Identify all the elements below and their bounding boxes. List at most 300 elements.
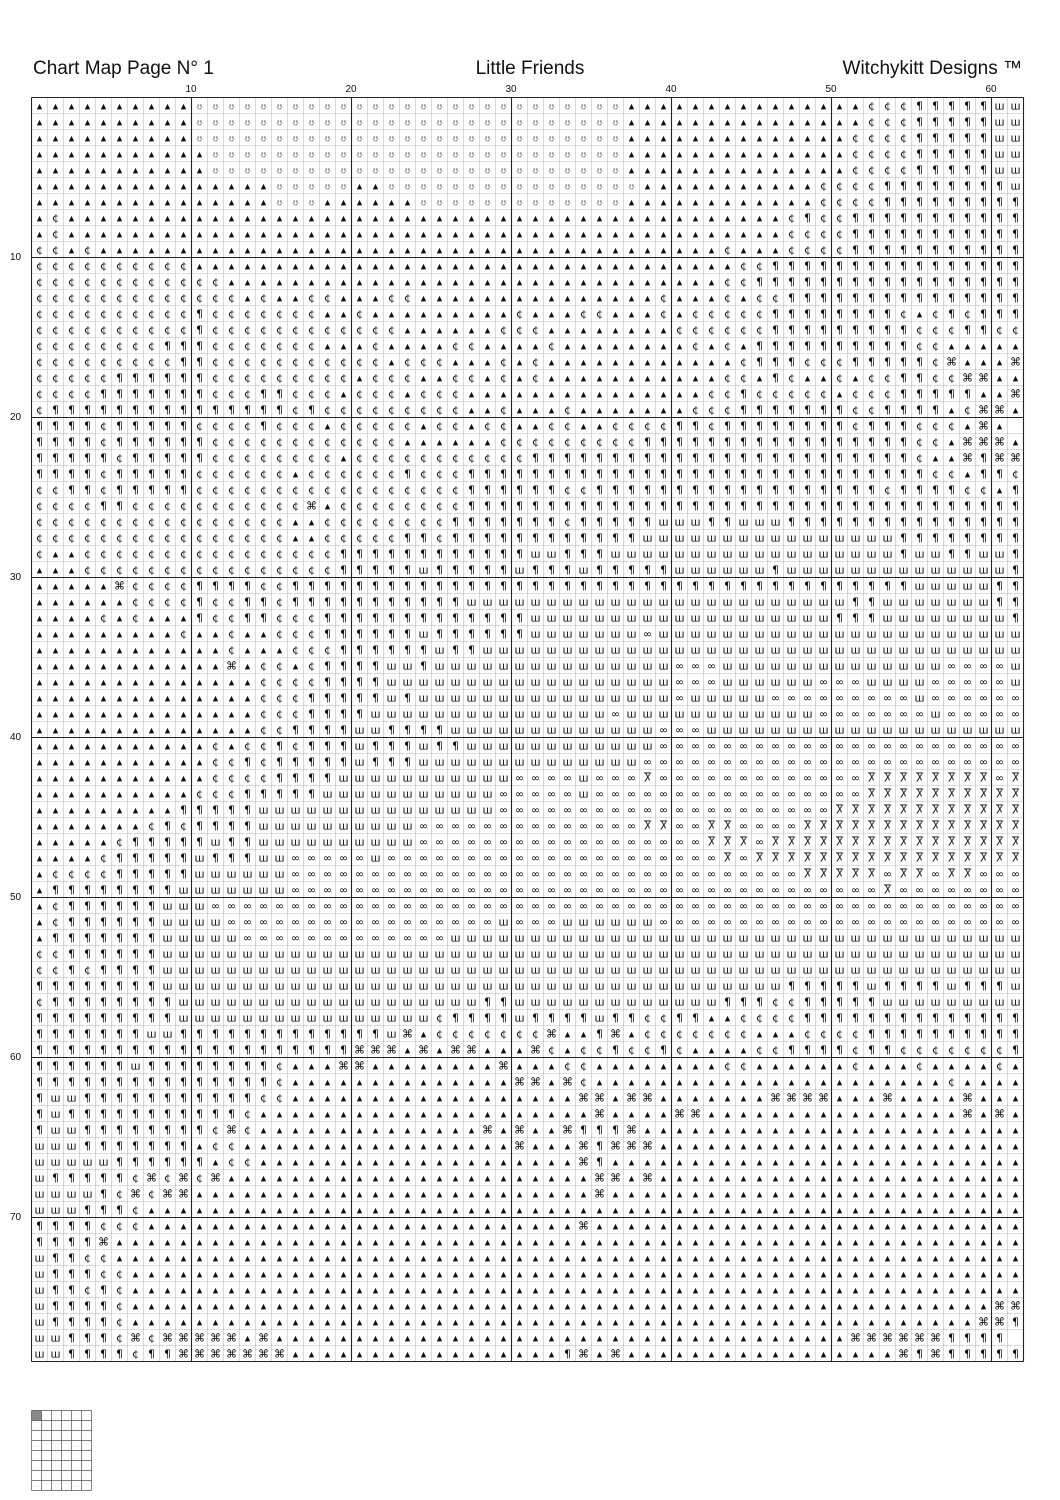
stitch-symbol: ʊ (532, 102, 539, 113)
stitch-symbol: ¶ (820, 1011, 827, 1025)
stitch-symbol: ▴ (452, 1251, 459, 1265)
stitch-symbol: ▴ (372, 1219, 379, 1233)
stitch-symbol: ¶ (324, 771, 331, 785)
stitch-symbol: ш (674, 531, 685, 545)
stitch-symbol: ¶ (996, 531, 1003, 545)
stitch-symbol: ¶ (260, 419, 267, 433)
stitch-symbol: ∞ (514, 867, 525, 881)
stitch-symbol: ¢ (244, 739, 251, 753)
stitch-symbol: ш (914, 563, 925, 577)
stitch-symbol: ¢ (100, 291, 107, 305)
stitch-symbol: ¢ (420, 403, 427, 417)
stitch-symbol: ▴ (836, 1331, 843, 1345)
stitch-symbol: ▴ (932, 1107, 939, 1121)
stitch-symbol: ш (210, 979, 221, 993)
stitch-symbol: ¶ (740, 419, 747, 433)
stitch-symbol: ▴ (452, 1075, 459, 1089)
stitch-symbol: ш (1010, 659, 1021, 673)
stitch-symbol: ▴ (356, 1331, 363, 1345)
stitch-symbol: ▴ (980, 1267, 987, 1281)
stitch-symbol: ¶ (180, 1075, 187, 1089)
stitch-symbol: ¢ (788, 387, 795, 401)
stitch-symbol: ▴ (164, 147, 171, 161)
stitch-symbol: ш (626, 755, 637, 769)
stitch-symbol: ш (754, 691, 765, 705)
stitch-symbol: ∞ (418, 899, 429, 913)
stitch-symbol: ▴ (420, 1219, 427, 1233)
stitch-symbol: ¶ (756, 339, 763, 353)
stitch-symbol: ¶ (964, 515, 971, 529)
stitch-symbol: ∞ (818, 787, 829, 801)
stitch-symbol: ▴ (692, 1251, 699, 1265)
stitch-symbol: ш (642, 531, 653, 545)
stitch-symbol: ▴ (500, 387, 507, 401)
stitch-symbol: ▴ (308, 1091, 315, 1105)
stitch-symbol: ¶ (804, 211, 811, 225)
stitch-symbol: ∞ (866, 883, 877, 897)
stitch-symbol: Ⴟ (1011, 851, 1020, 865)
stitch-symbol: ¶ (804, 1011, 811, 1025)
stitch-symbol: ¶ (308, 1027, 315, 1041)
stitch-symbol: ▴ (516, 1347, 523, 1361)
stitch-symbol: ¢ (148, 323, 155, 337)
stitch-symbol: ▴ (84, 627, 91, 641)
stitch-symbol: ш (978, 563, 989, 577)
stitch-symbol: ¢ (212, 563, 219, 577)
stitch-symbol: ¶ (484, 627, 491, 641)
stitch-symbol: ¶ (84, 1171, 91, 1185)
stitch-symbol: ▴ (420, 339, 427, 353)
stitch-symbol: ʊ (580, 182, 587, 193)
stitch-symbol: ʊ (516, 182, 523, 193)
stitch-symbol: ▴ (468, 291, 475, 305)
stitch-symbol: ∞ (658, 755, 669, 769)
stitch-symbol: ▴ (772, 163, 779, 177)
stitch-symbol: ▴ (308, 1219, 315, 1233)
stitch-symbol: ш (898, 627, 909, 641)
stitch-symbol: ¶ (868, 355, 875, 369)
stitch-symbol: ▴ (660, 403, 667, 417)
stitch-symbol: ʊ (548, 102, 555, 113)
stitch-symbol: ¶ (516, 611, 523, 625)
stitch-symbol: ¶ (980, 211, 987, 225)
stitch-symbol: ▴ (132, 243, 139, 257)
stitch-symbol: ▴ (36, 147, 43, 161)
stitch-symbol: ¶ (324, 595, 331, 609)
stitch-symbol: ∞ (946, 755, 957, 769)
stitch-symbol: ¢ (452, 499, 459, 513)
stitch-symbol: Ⴟ (963, 867, 972, 881)
stitch-symbol: ¢ (900, 131, 907, 145)
stitch-symbol: ш (882, 547, 893, 561)
stitch-symbol: ▴ (692, 1299, 699, 1313)
stitch-symbol: ʊ (292, 102, 299, 113)
stitch-symbol: ▴ (724, 99, 731, 113)
stitch-symbol: ¶ (132, 483, 139, 497)
stitch-symbol: ¶ (884, 323, 891, 337)
stitch-symbol: ▴ (676, 1235, 683, 1249)
stitch-symbol: ▴ (596, 291, 603, 305)
stitch-symbol: ¶ (228, 851, 235, 865)
stitch-symbol: ∞ (946, 883, 957, 897)
stitch-symbol: ▴ (308, 275, 315, 289)
stitch-symbol: ▴ (532, 1171, 539, 1185)
stitch-symbol: ¶ (116, 1091, 123, 1105)
stitch-symbol: ¶ (692, 419, 699, 433)
cross-stitch-chart-grid (31, 97, 1025, 1368)
stitch-symbol: ∞ (370, 899, 381, 913)
stitch-symbol: ▴ (612, 1203, 619, 1217)
stitch-symbol: ш (562, 995, 573, 1009)
stitch-symbol: ▴ (948, 1283, 955, 1297)
stitch-symbol: ▴ (228, 195, 235, 209)
stitch-symbol: ▴ (548, 291, 555, 305)
stitch-symbol: ▴ (932, 1235, 939, 1249)
stitch-symbol: ¶ (196, 339, 203, 353)
stitch-symbol: ▴ (244, 227, 251, 241)
stitch-symbol: ▴ (404, 1043, 411, 1057)
stitch-symbol: ¶ (820, 499, 827, 513)
stitch-symbol: ¶ (180, 387, 187, 401)
stitch-symbol: ¢ (244, 323, 251, 337)
stitch-symbol: ▴ (916, 1139, 923, 1153)
stitch-symbol: ш (866, 659, 877, 673)
stitch-symbol: ¢ (964, 403, 971, 417)
stitch-symbol: ▴ (948, 1299, 955, 1313)
stitch-symbol: ▴ (708, 371, 715, 385)
stitch-symbol: ▴ (292, 1107, 299, 1121)
stitch-symbol: ш (1010, 675, 1021, 689)
stitch-symbol: ▴ (660, 1075, 667, 1089)
stitch-symbol: ¢ (772, 291, 779, 305)
stitch-symbol: ∞ (466, 899, 477, 913)
stitch-symbol: ▴ (164, 1251, 171, 1265)
stitch-symbol: ¢ (548, 435, 555, 449)
stitch-symbol: ш (770, 979, 781, 993)
stitch-symbol: ▴ (980, 1219, 987, 1233)
stitch-symbol: ▴ (996, 339, 1003, 353)
stitch-symbol: ш (946, 947, 957, 961)
stitch-symbol: ▴ (132, 755, 139, 769)
stitch-symbol: ▴ (900, 1107, 907, 1121)
stitch-symbol: ▴ (452, 1219, 459, 1233)
stitch-symbol: ▴ (388, 1075, 395, 1089)
stitch-symbol: ▴ (532, 227, 539, 241)
stitch-symbol: ▴ (404, 1299, 411, 1313)
stitch-symbol: ∞ (402, 915, 413, 929)
stitch-symbol: ¶ (964, 499, 971, 513)
stitch-symbol: ▴ (164, 211, 171, 225)
stitch-symbol: ¢ (52, 227, 59, 241)
stitch-symbol: ▴ (132, 1267, 139, 1281)
stitch-symbol: ¢ (180, 291, 187, 305)
stitch-symbol: ш (658, 931, 669, 945)
stitch-symbol: ▴ (164, 707, 171, 721)
stitch-symbol: ¢ (404, 515, 411, 529)
stitch-symbol: ¶ (68, 963, 75, 977)
stitch-symbol: ¢ (356, 531, 363, 545)
stitch-symbol: ▴ (596, 1331, 603, 1345)
stitch-symbol: ▴ (340, 1075, 347, 1089)
stitch-symbol: ∞ (882, 915, 893, 929)
stitch-symbol: ∞ (674, 675, 685, 689)
stitch-symbol: ш (770, 659, 781, 673)
stitch-symbol: ш (850, 547, 861, 561)
stitch-symbol: ¶ (52, 403, 59, 417)
stitch-symbol: ▴ (772, 1075, 779, 1089)
stitch-symbol: ¶ (900, 243, 907, 257)
stitch-symbol: ▴ (468, 1107, 475, 1121)
stitch-symbol: ¶ (852, 211, 859, 225)
stitch-symbol: ¢ (372, 371, 379, 385)
stitch-symbol: ▴ (180, 1235, 187, 1249)
stitch-symbol: ▴ (196, 1139, 203, 1153)
stitch-symbol: ¢ (116, 259, 123, 273)
stitch-symbol: ¢ (148, 1331, 155, 1345)
stitch-symbol: ¢ (308, 387, 315, 401)
stitch-symbol: ¢ (100, 339, 107, 353)
stitch-symbol: ▴ (788, 115, 795, 129)
stitch-symbol: ш (930, 611, 941, 625)
stitch-symbol: ¶ (788, 339, 795, 353)
stitch-symbol: ¶ (52, 1283, 59, 1297)
stitch-symbol: Ⴟ (979, 771, 988, 785)
stitch-symbol: ▴ (36, 211, 43, 225)
stitch-symbol: ш (770, 611, 781, 625)
stitch-symbol: ⌘ (898, 1331, 909, 1345)
stitch-symbol: ▴ (148, 147, 155, 161)
stitch-symbol: ¶ (84, 1347, 91, 1361)
stitch-symbol: ▴ (548, 323, 555, 337)
stitch-symbol: ¶ (532, 579, 539, 593)
stitch-symbol: ▴ (500, 1347, 507, 1361)
stitch-symbol: ш (530, 963, 541, 977)
stitch-symbol: ¶ (788, 467, 795, 481)
stitch-symbol: ▴ (436, 275, 443, 289)
stitch-symbol: ш (738, 979, 749, 993)
stitch-symbol: ¶ (884, 467, 891, 481)
stitch-symbol: ¶ (660, 483, 667, 497)
stitch-symbol: ʊ (340, 134, 347, 145)
stitch-symbol: ¢ (212, 371, 219, 385)
stitch-symbol: ш (690, 691, 701, 705)
stitch-symbol: ¢ (276, 483, 283, 497)
stitch-symbol: ¢ (740, 259, 747, 273)
stitch-symbol: ⌘ (994, 403, 1005, 417)
stitch-symbol: ш (66, 1203, 77, 1217)
stitch-symbol: Ⴟ (963, 787, 972, 801)
stitch-symbol: ¶ (852, 979, 859, 993)
stitch-symbol: ⌘ (130, 1187, 141, 1201)
stitch-symbol: ¶ (100, 883, 107, 897)
stitch-symbol: ▴ (468, 1331, 475, 1345)
stitch-symbol: ▴ (852, 1267, 859, 1281)
stitch-symbol: ¶ (340, 691, 347, 705)
stitch-symbol: ▴ (964, 1235, 971, 1249)
stitch-symbol: ш (322, 819, 333, 833)
stitch-symbol: ∞ (546, 835, 557, 849)
stitch-symbol: ▴ (212, 227, 219, 241)
stitch-symbol: ш (770, 723, 781, 737)
stitch-symbol: ¶ (868, 467, 875, 481)
stitch-symbol: ш (178, 931, 189, 945)
stitch-symbol: ▴ (244, 179, 251, 193)
stitch-symbol: ▴ (324, 1251, 331, 1265)
stitch-symbol: ¶ (1012, 563, 1019, 577)
stitch-symbol: ⌘ (194, 1331, 205, 1345)
stitch-symbol: ¶ (308, 723, 315, 737)
stitch-symbol: ▴ (612, 403, 619, 417)
stitch-symbol: ¶ (820, 291, 827, 305)
stitch-symbol: ш (626, 931, 637, 945)
stitch-symbol: ∞ (498, 803, 509, 817)
stitch-symbol: ¶ (196, 803, 203, 817)
stitch-symbol: ¶ (916, 131, 923, 145)
stitch-symbol: ш (642, 675, 653, 689)
stitch-symbol: ¢ (100, 435, 107, 449)
stitch-symbol: ▴ (740, 1139, 747, 1153)
stitch-symbol: ¢ (260, 691, 267, 705)
stitch-symbol: ш (514, 931, 525, 945)
stitch-symbol: ¶ (788, 323, 795, 337)
stitch-symbol: ʊ (324, 166, 331, 177)
stitch-symbol: ▴ (980, 355, 987, 369)
stitch-symbol: ¶ (932, 115, 939, 129)
stitch-symbol: ▴ (260, 1267, 267, 1281)
stitch-symbol: ▴ (644, 1251, 651, 1265)
stitch-symbol: ¶ (452, 563, 459, 577)
stitch-symbol: ¶ (36, 1091, 43, 1105)
stitch-symbol: ш (258, 803, 269, 817)
stitch-symbol: ∞ (354, 915, 365, 929)
stitch-symbol: ▴ (900, 1299, 907, 1313)
stitch-symbol: ¶ (916, 483, 923, 497)
stitch-symbol: ▴ (628, 339, 635, 353)
stitch-symbol: ⌘ (962, 1107, 973, 1121)
stitch-symbol: ʊ (564, 118, 571, 129)
stitch-symbol: ʊ (388, 118, 395, 129)
stitch-symbol: ш (306, 803, 317, 817)
stitch-symbol: ▴ (580, 1171, 587, 1185)
stitch-symbol: ▴ (292, 1235, 299, 1249)
stitch-symbol: ¶ (948, 531, 955, 545)
stitch-symbol: ▴ (436, 1043, 443, 1057)
stitch-symbol: ¶ (196, 1043, 203, 1057)
stitch-symbol: ⌘ (354, 1059, 365, 1073)
stitch-symbol: ¢ (260, 1091, 267, 1105)
stitch-symbol: ▴ (260, 195, 267, 209)
stitch-symbol: ¶ (948, 227, 955, 241)
stitch-symbol: ш (498, 771, 509, 785)
stitch-symbol: ▴ (836, 387, 843, 401)
stitch-symbol: ∞ (562, 819, 573, 833)
stitch-symbol: ш (370, 819, 381, 833)
stitch-symbol: ш (882, 963, 893, 977)
stitch-symbol: ʊ (612, 102, 619, 113)
stitch-symbol: ▴ (452, 275, 459, 289)
stitch-symbol: ▴ (452, 1139, 459, 1153)
stitch-symbol: ¶ (884, 1027, 891, 1041)
stitch-symbol: ∞ (866, 707, 877, 721)
stitch-symbol: ∞ (674, 915, 685, 929)
stitch-symbol: ¢ (148, 339, 155, 353)
stitch-symbol: ¶ (132, 835, 139, 849)
stitch-symbol: ∞ (514, 819, 525, 833)
stitch-symbol: ▴ (180, 611, 187, 625)
stitch-symbol: ¶ (660, 563, 667, 577)
stitch-symbol: ¶ (100, 403, 107, 417)
stitch-symbol: ▴ (372, 1315, 379, 1329)
stitch-symbol: ∞ (738, 915, 749, 929)
stitch-symbol: ▴ (180, 787, 187, 801)
stitch-symbol: ¢ (820, 1027, 827, 1041)
stitch-symbol: ▴ (948, 1107, 955, 1121)
stitch-symbol: ▴ (52, 99, 59, 113)
stitch-symbol: ʊ (372, 166, 379, 177)
stitch-symbol: ¢ (532, 435, 539, 449)
stitch-symbol: ¶ (484, 467, 491, 481)
stitch-symbol: ▴ (804, 179, 811, 193)
stitch-symbol: ▴ (676, 1203, 683, 1217)
stitch-symbol: ш (866, 979, 877, 993)
stitch-symbol: ш (802, 595, 813, 609)
stitch-symbol: ▴ (436, 435, 443, 449)
stitch-symbol: ¢ (228, 451, 235, 465)
stitch-symbol: ш (578, 595, 589, 609)
stitch-symbol: ¢ (372, 451, 379, 465)
stitch-symbol: ¶ (324, 723, 331, 737)
stitch-symbol: ▴ (500, 1315, 507, 1329)
stitch-symbol: ¶ (980, 131, 987, 145)
stitch-symbol: ¶ (516, 547, 523, 561)
stitch-symbol: ¶ (948, 99, 955, 113)
stitch-symbol: ш (978, 611, 989, 625)
stitch-symbol: ▴ (148, 131, 155, 145)
stitch-symbol: ▴ (36, 675, 43, 689)
stitch-symbol: ʊ (404, 150, 411, 161)
stitch-symbol: ш (482, 723, 493, 737)
stitch-symbol: ▴ (916, 1123, 923, 1137)
stitch-symbol: ▴ (596, 371, 603, 385)
stitch-symbol: ¢ (116, 547, 123, 561)
stitch-symbol: ▴ (420, 227, 427, 241)
stitch-symbol: ¢ (308, 675, 315, 689)
stitch-symbol: ¶ (388, 755, 395, 769)
stitch-symbol: ¢ (260, 435, 267, 449)
stitch-symbol: ¶ (868, 419, 875, 433)
stitch-symbol: ⌘ (578, 1139, 589, 1153)
stitch-symbol: ¶ (532, 563, 539, 577)
stitch-symbol: ¶ (52, 467, 59, 481)
stitch-symbol: ▴ (244, 723, 251, 737)
stitch-symbol: ¢ (900, 1043, 907, 1057)
stitch-symbol: ▴ (804, 1107, 811, 1121)
stitch-symbol: ¢ (356, 387, 363, 401)
stitch-symbol: ▴ (196, 163, 203, 177)
stitch-symbol: ▴ (548, 1235, 555, 1249)
stitch-symbol: ¶ (100, 931, 107, 945)
stitch-symbol: ▴ (884, 1171, 891, 1185)
stitch-symbol: ʊ (260, 118, 267, 129)
stitch-symbol: ▴ (292, 515, 299, 529)
stitch-symbol: ▴ (852, 1075, 859, 1089)
stitch-symbol: ¶ (612, 563, 619, 577)
stitch-symbol: ш (738, 947, 749, 961)
stitch-symbol: ▴ (388, 339, 395, 353)
stitch-symbol: ▴ (532, 1059, 539, 1073)
stitch-symbol: ▴ (180, 691, 187, 705)
stitch-symbol: ¢ (756, 1011, 763, 1025)
